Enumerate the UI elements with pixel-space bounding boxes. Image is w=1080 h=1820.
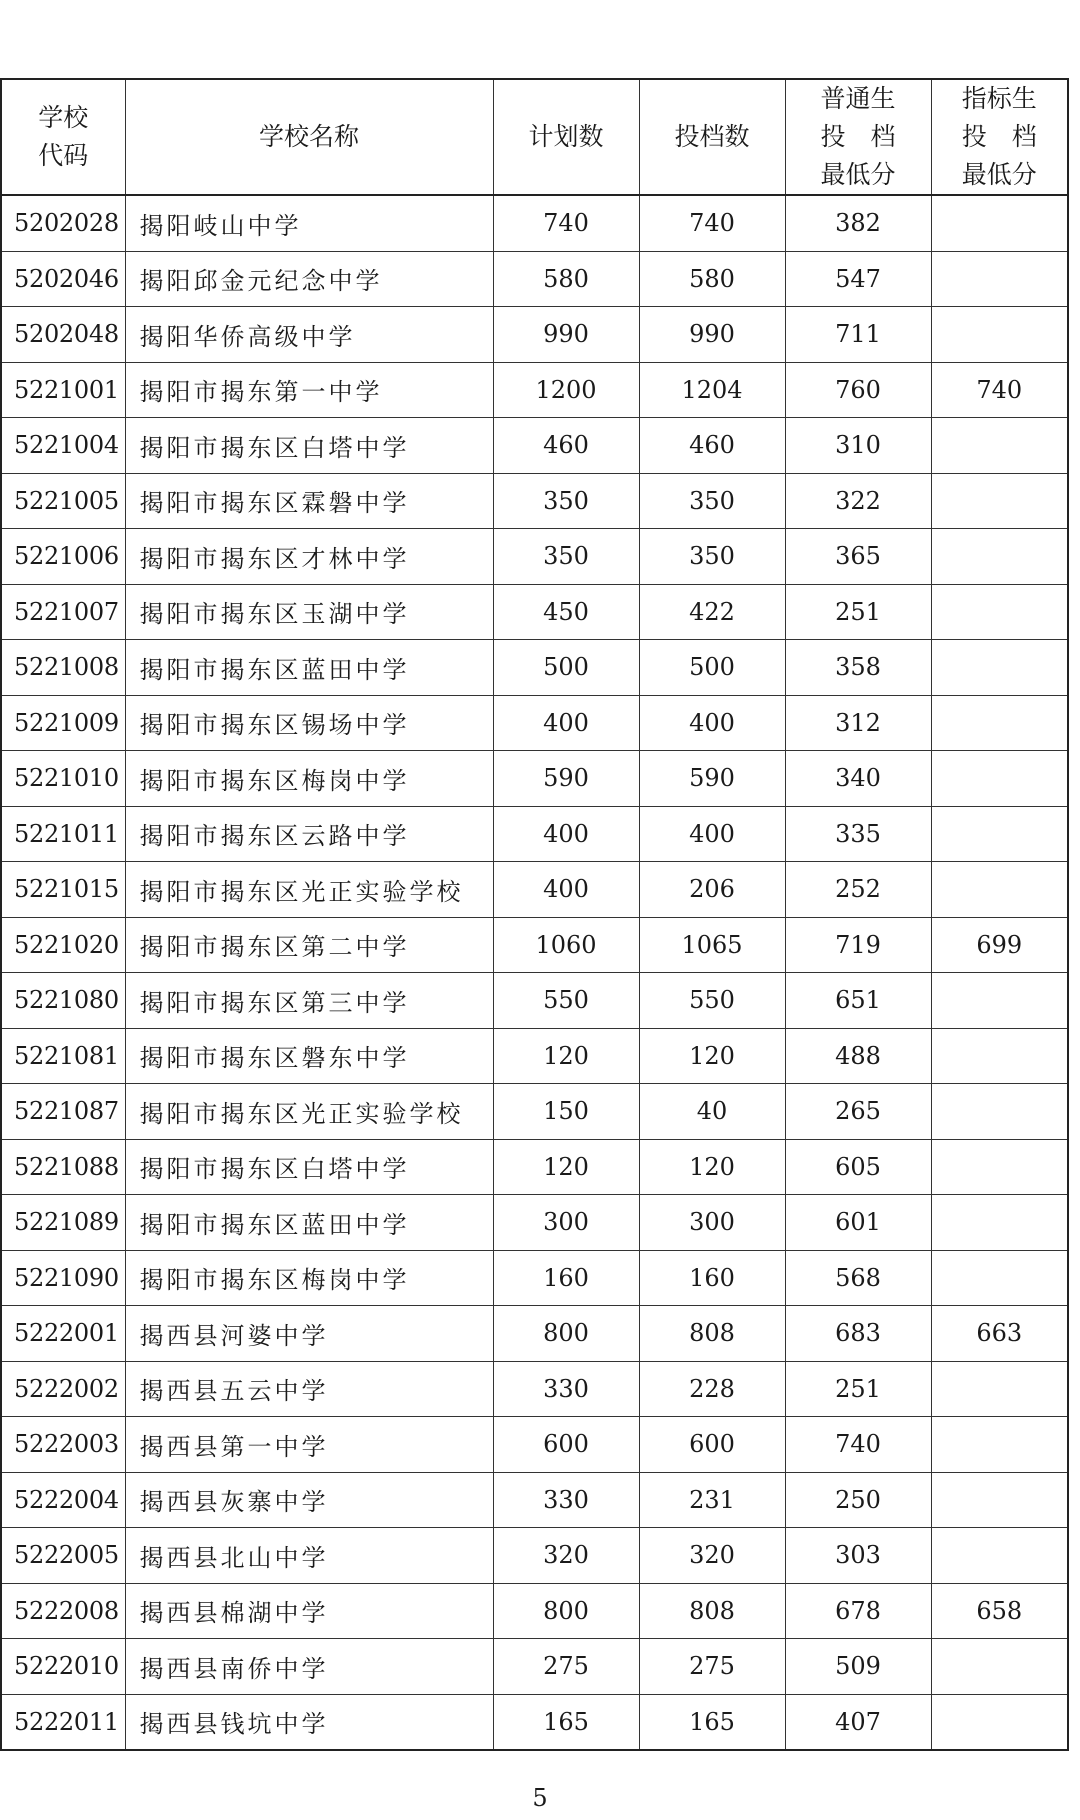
header-school-code: [1, 79, 125, 195]
cell-school-name: 揭西县棉湖中学: [125, 1583, 493, 1639]
cell-admitted-count: 600: [639, 1417, 785, 1473]
cell-regular-min-score: 651: [785, 973, 931, 1029]
cell-school-name: 揭阳华侨高级中学: [125, 307, 493, 363]
cell-regular-min-score: 760: [785, 362, 931, 418]
cell-plan-count: 320: [493, 1528, 639, 1584]
cell-plan-count: 400: [493, 862, 639, 918]
table-row: [1, 1528, 1068, 1584]
cell-admitted-count: 120: [639, 1028, 785, 1084]
cell-quota-min-score: [931, 862, 1068, 918]
cell-regular-min-score: 601: [785, 1195, 931, 1251]
cell-plan-count: 460: [493, 418, 639, 474]
cell-plan-count: 600: [493, 1417, 639, 1473]
table-row: [1, 751, 1068, 807]
cell-school-name: 揭西县灰寨中学: [125, 1472, 493, 1528]
cell-plan-count: 1200: [493, 362, 639, 418]
table-row: [1, 1084, 1068, 1140]
cell-admitted-count: 165: [639, 1694, 785, 1750]
cell-plan-count: 150: [493, 1084, 639, 1140]
cell-regular-min-score: 335: [785, 806, 931, 862]
cell-admitted-count: 580: [639, 251, 785, 307]
cell-regular-min-score: 312: [785, 695, 931, 751]
cell-school-name: 揭西县五云中学: [125, 1361, 493, 1417]
header-school-name: [125, 79, 493, 195]
header-line: 学校: [38, 103, 89, 132]
cell-school-code: 5221020: [1, 917, 125, 973]
cell-regular-min-score: 678: [785, 1583, 931, 1639]
cell-school-code: 5221005: [1, 473, 125, 529]
cell-plan-count: 740: [493, 195, 639, 251]
header-line: 最低分: [820, 160, 896, 189]
table-header: [1, 79, 1068, 195]
cell-school-name: 揭阳市揭东区锡场中学: [125, 695, 493, 751]
cell-admitted-count: 400: [639, 806, 785, 862]
cell-quota-min-score: [931, 251, 1068, 307]
cell-plan-count: 400: [493, 806, 639, 862]
header-admitted-count: [639, 79, 785, 195]
cell-regular-min-score: 382: [785, 195, 931, 251]
table-row: [1, 1195, 1068, 1251]
cell-plan-count: 120: [493, 1139, 639, 1195]
cell-quota-min-score: [931, 1472, 1068, 1528]
cell-plan-count: 160: [493, 1250, 639, 1306]
cell-school-name: 揭阳市揭东区才林中学: [125, 529, 493, 585]
cell-quota-min-score: [931, 640, 1068, 696]
header-line: 最低分: [961, 160, 1037, 189]
cell-school-name: 揭阳市揭东区梅岗中学: [125, 751, 493, 807]
cell-school-code: 5202028: [1, 195, 125, 251]
cell-plan-count: 120: [493, 1028, 639, 1084]
cell-school-code: 5202046: [1, 251, 125, 307]
table-row: [1, 862, 1068, 918]
cell-plan-count: 990: [493, 307, 639, 363]
cell-school-code: 5221009: [1, 695, 125, 751]
cell-plan-count: 300: [493, 1195, 639, 1251]
table-row: [1, 1306, 1068, 1362]
cell-quota-min-score: [931, 473, 1068, 529]
cell-school-name: 揭阳市揭东区光正实验学校: [125, 1084, 493, 1140]
cell-school-name: 揭阳市揭东区光正实验学校: [125, 862, 493, 918]
cell-plan-count: 350: [493, 473, 639, 529]
cell-quota-min-score: [931, 418, 1068, 474]
cell-admitted-count: 206: [639, 862, 785, 918]
table-row: [1, 195, 1068, 251]
cell-admitted-count: 808: [639, 1306, 785, 1362]
table-row: [1, 1639, 1068, 1695]
cell-admitted-count: 320: [639, 1528, 785, 1584]
cell-plan-count: 450: [493, 584, 639, 640]
table-body: [1, 195, 1068, 1750]
cell-school-name: 揭阳市揭东区蓝田中学: [125, 640, 493, 696]
cell-regular-min-score: 547: [785, 251, 931, 307]
cell-regular-min-score: 719: [785, 917, 931, 973]
cell-regular-min-score: 711: [785, 307, 931, 363]
cell-regular-min-score: 252: [785, 862, 931, 918]
table-row: [1, 584, 1068, 640]
cell-regular-min-score: 251: [785, 1361, 931, 1417]
table-row: [1, 1417, 1068, 1473]
cell-school-code: 5222002: [1, 1361, 125, 1417]
table-row: [1, 1139, 1068, 1195]
cell-plan-count: 400: [493, 695, 639, 751]
cell-regular-min-score: 407: [785, 1694, 931, 1750]
header-regular-min-score: [785, 79, 931, 195]
cell-school-code: 5221080: [1, 973, 125, 1029]
cell-regular-min-score: 509: [785, 1639, 931, 1695]
cell-school-name: 揭西县河婆中学: [125, 1306, 493, 1362]
cell-quota-min-score: [931, 1195, 1068, 1251]
table-row: [1, 251, 1068, 307]
table-row: [1, 418, 1068, 474]
cell-regular-min-score: 488: [785, 1028, 931, 1084]
cell-plan-count: 800: [493, 1306, 639, 1362]
cell-admitted-count: 1065: [639, 917, 785, 973]
table-row: [1, 362, 1068, 418]
header-line: 投档数: [674, 122, 750, 151]
table-row: [1, 1694, 1068, 1750]
cell-quota-min-score: 740: [931, 362, 1068, 418]
cell-regular-min-score: 358: [785, 640, 931, 696]
cell-school-code: 5221006: [1, 529, 125, 585]
cell-regular-min-score: 365: [785, 529, 931, 585]
table-row: [1, 1250, 1068, 1306]
cell-quota-min-score: 699: [931, 917, 1068, 973]
cell-quota-min-score: 658: [931, 1583, 1068, 1639]
cell-regular-min-score: 568: [785, 1250, 931, 1306]
cell-regular-min-score: 251: [785, 584, 931, 640]
cell-school-name: 揭阳市揭东区玉湖中学: [125, 584, 493, 640]
cell-admitted-count: 590: [639, 751, 785, 807]
cell-plan-count: 580: [493, 251, 639, 307]
cell-school-code: 5222010: [1, 1639, 125, 1695]
cell-quota-min-score: [931, 1639, 1068, 1695]
cell-school-code: 5222005: [1, 1528, 125, 1584]
cell-school-code: 5221087: [1, 1084, 125, 1140]
cell-school-name: 揭阳市揭东区第三中学: [125, 973, 493, 1029]
cell-school-name: 揭阳市揭东区梅岗中学: [125, 1250, 493, 1306]
cell-regular-min-score: 310: [785, 418, 931, 474]
cell-admitted-count: 228: [639, 1361, 785, 1417]
cell-school-name: 揭阳市揭东区云路中学: [125, 806, 493, 862]
cell-quota-min-score: [931, 1028, 1068, 1084]
header-line: 学校名称: [258, 122, 359, 151]
cell-plan-count: 165: [493, 1694, 639, 1750]
header-line: 计划数: [528, 122, 604, 151]
cell-admitted-count: 460: [639, 418, 785, 474]
cell-quota-min-score: [931, 584, 1068, 640]
cell-plan-count: 330: [493, 1472, 639, 1528]
cell-admitted-count: 400: [639, 695, 785, 751]
cell-school-name: 揭阳市揭东区白塔中学: [125, 418, 493, 474]
cell-school-code: 5202048: [1, 307, 125, 363]
cell-admitted-count: 40: [639, 1084, 785, 1140]
table-row: [1, 640, 1068, 696]
cell-school-code: 5221011: [1, 806, 125, 862]
table-row: [1, 1583, 1068, 1639]
cell-school-name: 揭西县第一中学: [125, 1417, 493, 1473]
cell-quota-min-score: [931, 195, 1068, 251]
cell-admitted-count: 1204: [639, 362, 785, 418]
header-line: 指标生: [961, 84, 1037, 113]
cell-regular-min-score: 605: [785, 1139, 931, 1195]
cell-school-name: 揭阳市揭东区霖磐中学: [125, 473, 493, 529]
header-row: [1, 79, 1068, 195]
cell-school-code: 5221081: [1, 1028, 125, 1084]
cell-quota-min-score: [931, 1417, 1068, 1473]
page-number: 5: [532, 1784, 548, 1812]
table-row: [1, 917, 1068, 973]
header-line: 代码: [38, 141, 89, 170]
cell-admitted-count: 550: [639, 973, 785, 1029]
cell-school-code: 5222008: [1, 1583, 125, 1639]
cell-admitted-count: 300: [639, 1195, 785, 1251]
cell-regular-min-score: 740: [785, 1417, 931, 1473]
cell-school-code: 5221008: [1, 640, 125, 696]
header-quota-min-score: [931, 79, 1068, 195]
cell-school-code: 5222003: [1, 1417, 125, 1473]
cell-school-name: 揭阳市揭东区白塔中学: [125, 1139, 493, 1195]
cell-admitted-count: 120: [639, 1139, 785, 1195]
cell-school-name: 揭阳邱金元纪念中学: [125, 251, 493, 307]
cell-quota-min-score: [931, 307, 1068, 363]
cell-admitted-count: 350: [639, 529, 785, 585]
admission-score-table: [0, 78, 1069, 1751]
table-row: [1, 529, 1068, 585]
cell-admitted-count: 275: [639, 1639, 785, 1695]
cell-school-code: 5221001: [1, 362, 125, 418]
header-line: 投 档: [820, 122, 896, 151]
cell-quota-min-score: [931, 1139, 1068, 1195]
header-line: 投 档: [961, 122, 1037, 151]
cell-admitted-count: 160: [639, 1250, 785, 1306]
cell-plan-count: 800: [493, 1583, 639, 1639]
cell-admitted-count: 231: [639, 1472, 785, 1528]
cell-school-code: 5221015: [1, 862, 125, 918]
cell-school-code: 5222004: [1, 1472, 125, 1528]
cell-school-code: 5221010: [1, 751, 125, 807]
cell-school-name: 揭阳市揭东区磐东中学: [125, 1028, 493, 1084]
table-row: [1, 1361, 1068, 1417]
cell-quota-min-score: [931, 751, 1068, 807]
cell-admitted-count: 500: [639, 640, 785, 696]
cell-quota-min-score: [931, 1084, 1068, 1140]
cell-school-name: 揭西县钱坑中学: [125, 1694, 493, 1750]
table-row: [1, 806, 1068, 862]
cell-school-code: 5221088: [1, 1139, 125, 1195]
header-line: 普通生: [820, 84, 896, 113]
table-row: [1, 473, 1068, 529]
cell-school-name: 揭西县北山中学: [125, 1528, 493, 1584]
cell-quota-min-score: 663: [931, 1306, 1068, 1362]
cell-school-name: 揭阳市揭东区第二中学: [125, 917, 493, 973]
table-row: [1, 1028, 1068, 1084]
table-row: [1, 307, 1068, 363]
cell-quota-min-score: [931, 1361, 1068, 1417]
cell-plan-count: 1060: [493, 917, 639, 973]
cell-admitted-count: 740: [639, 195, 785, 251]
cell-quota-min-score: [931, 695, 1068, 751]
cell-plan-count: 550: [493, 973, 639, 1029]
cell-quota-min-score: [931, 1528, 1068, 1584]
cell-school-name: 揭阳岐山中学: [125, 195, 493, 251]
cell-regular-min-score: 322: [785, 473, 931, 529]
cell-quota-min-score: [931, 529, 1068, 585]
cell-school-code: 5221090: [1, 1250, 125, 1306]
cell-plan-count: 350: [493, 529, 639, 585]
cell-school-code: 5222001: [1, 1306, 125, 1362]
cell-school-code: 5221089: [1, 1195, 125, 1251]
cell-admitted-count: 808: [639, 1583, 785, 1639]
header-plan-count: [493, 79, 639, 195]
cell-quota-min-score: [931, 1250, 1068, 1306]
table-row: [1, 695, 1068, 751]
cell-plan-count: 590: [493, 751, 639, 807]
cell-regular-min-score: 303: [785, 1528, 931, 1584]
cell-school-name: 揭西县南侨中学: [125, 1639, 493, 1695]
cell-school-code: 5222011: [1, 1694, 125, 1750]
cell-regular-min-score: 340: [785, 751, 931, 807]
table-row: [1, 973, 1068, 1029]
cell-plan-count: 330: [493, 1361, 639, 1417]
cell-regular-min-score: 265: [785, 1084, 931, 1140]
cell-quota-min-score: [931, 973, 1068, 1029]
cell-plan-count: 275: [493, 1639, 639, 1695]
cell-quota-min-score: [931, 1694, 1068, 1750]
table-row: [1, 1472, 1068, 1528]
cell-admitted-count: 990: [639, 307, 785, 363]
cell-quota-min-score: [931, 806, 1068, 862]
cell-school-code: 5221007: [1, 584, 125, 640]
cell-regular-min-score: 683: [785, 1306, 931, 1362]
cell-school-code: 5221004: [1, 418, 125, 474]
cell-admitted-count: 350: [639, 473, 785, 529]
cell-regular-min-score: 250: [785, 1472, 931, 1528]
cell-plan-count: 500: [493, 640, 639, 696]
cell-admitted-count: 422: [639, 584, 785, 640]
cell-school-name: 揭阳市揭东区蓝田中学: [125, 1195, 493, 1251]
cell-school-name: 揭阳市揭东第一中学: [125, 362, 493, 418]
